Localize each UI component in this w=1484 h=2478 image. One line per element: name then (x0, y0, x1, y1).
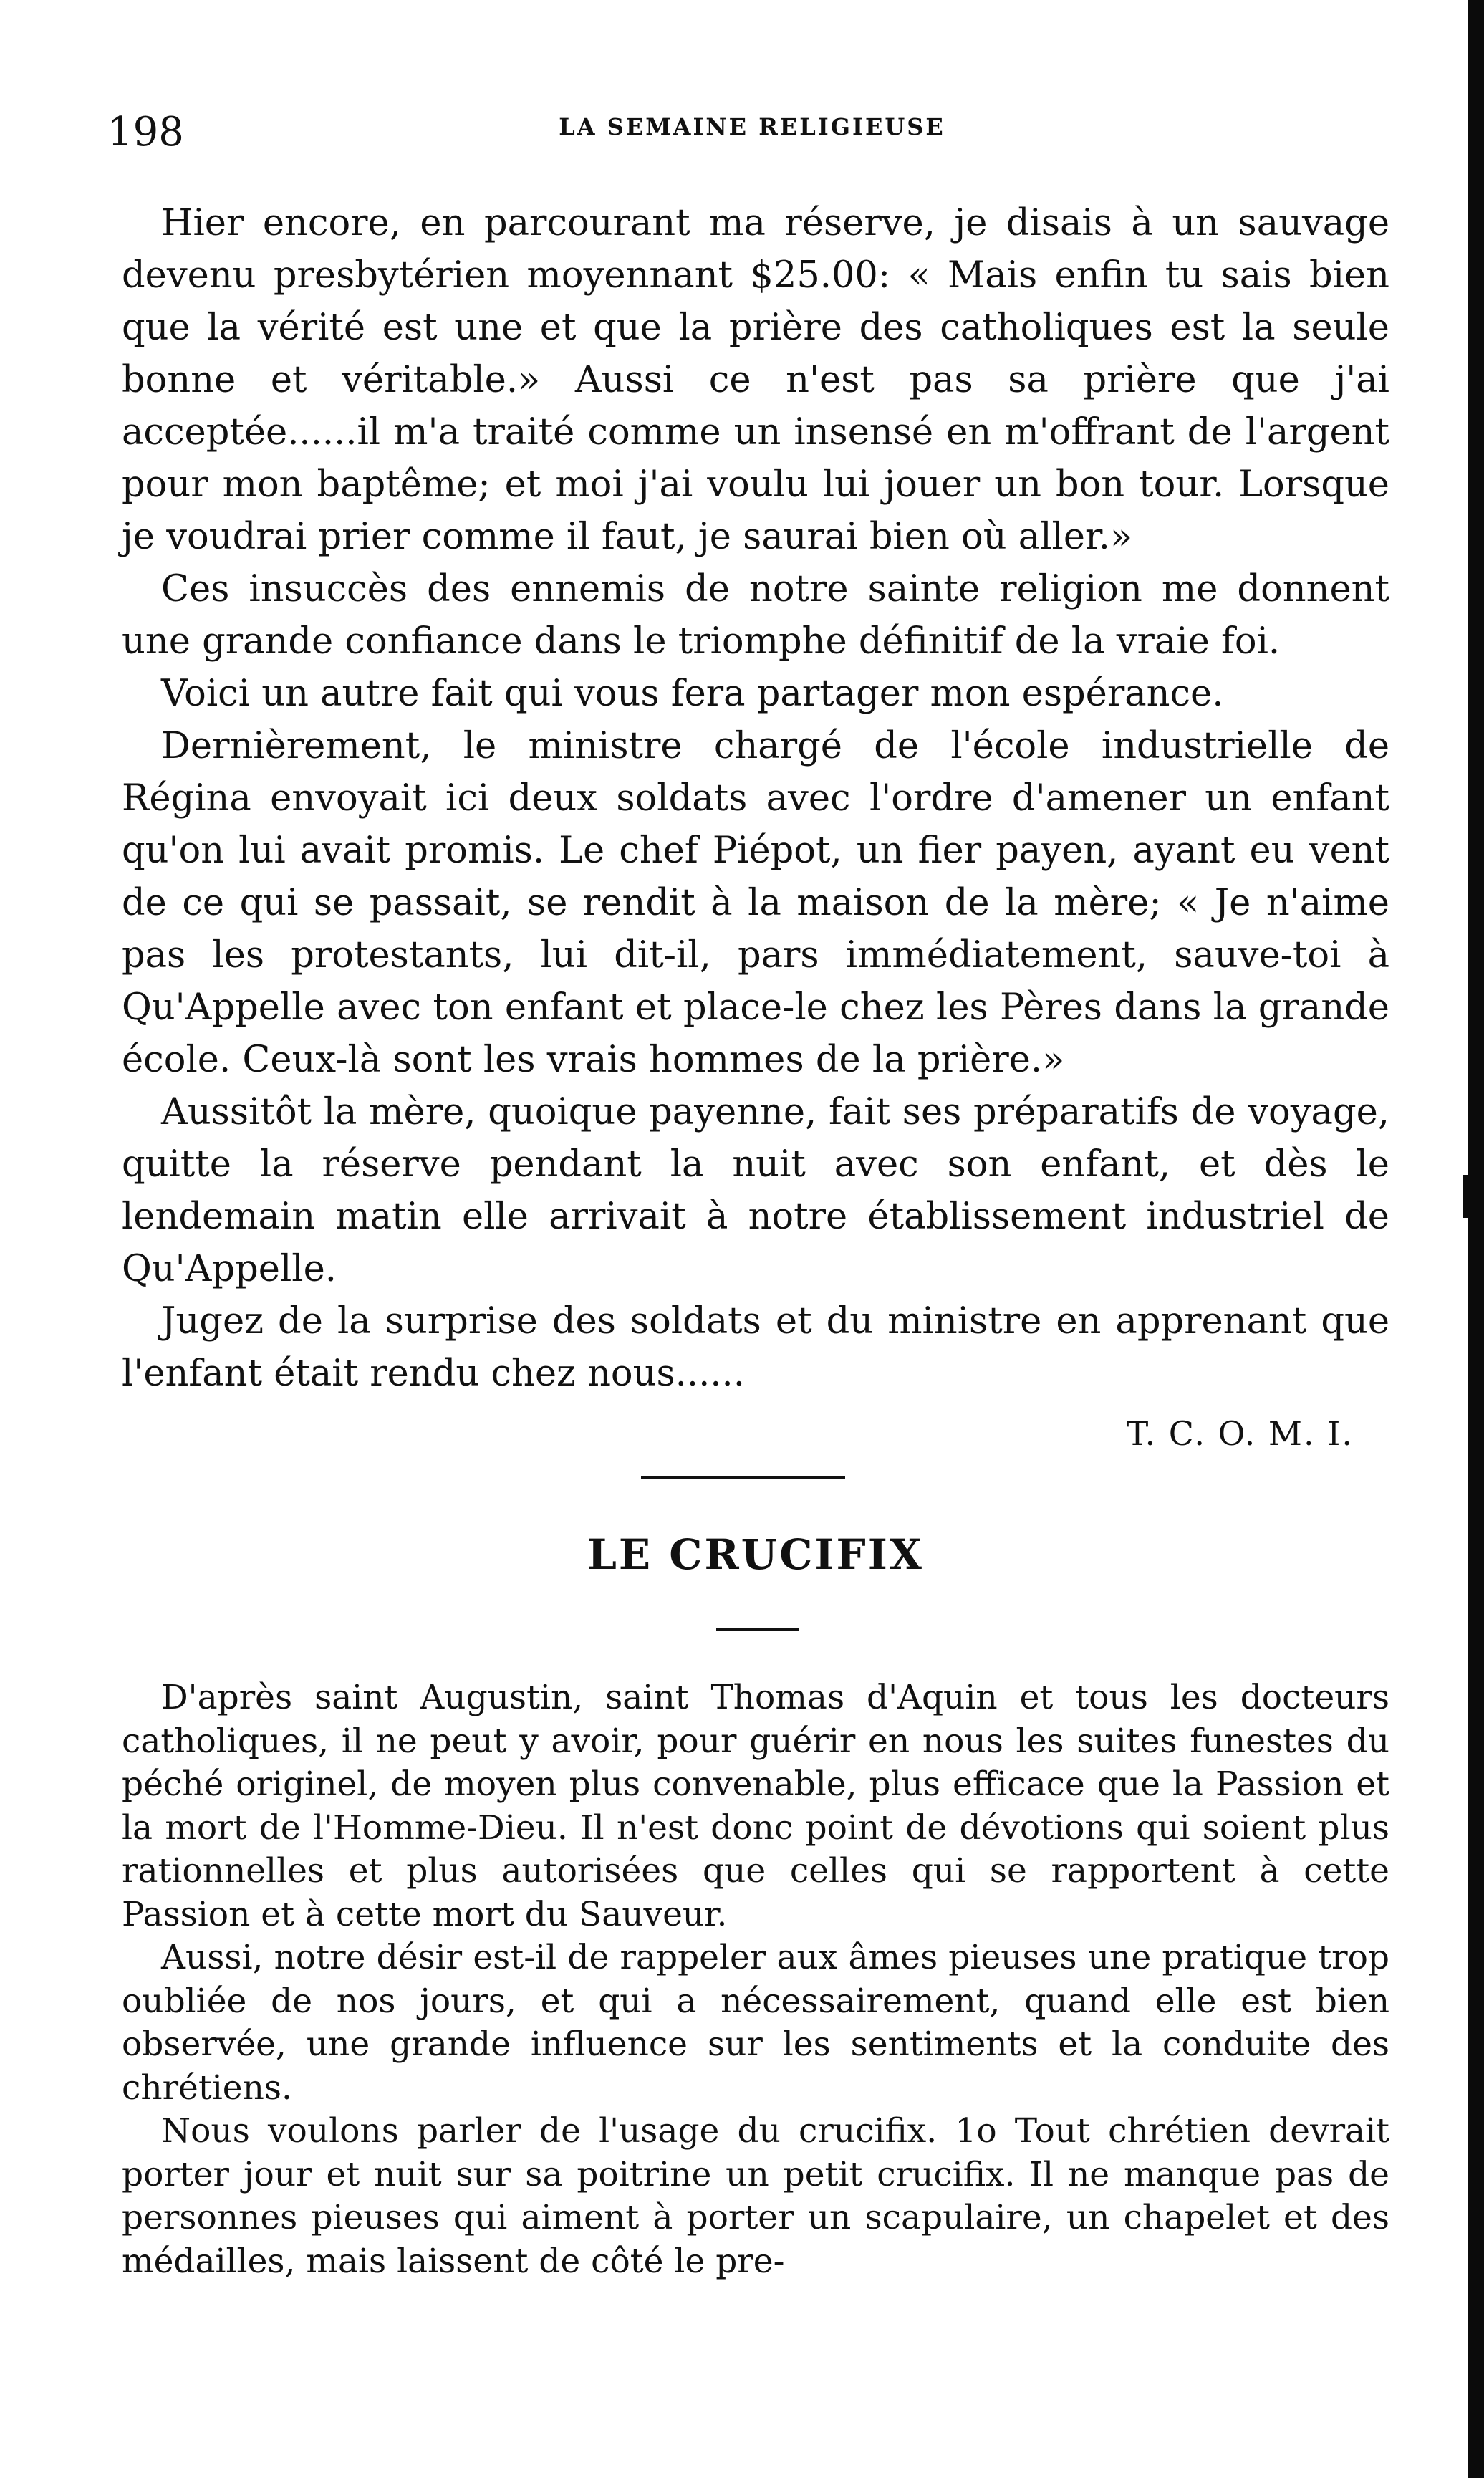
page-binding-edge (1468, 0, 1484, 2478)
paragraph: D'après saint Augustin, saint Thomas d'Aquin et tous les docteurs catholiques, il ne peut y avoir, pour guérir en nous les suites funestes du péché originel, de moyen plus convenable, plus efficace que la Passion et la mort de l'Homme-Dieu. Il n'est donc point de dévotions qui soient plus rationnelles et plus autorisées que celles qui se rapportent à cette Passion et à cette mort du Sauveur. (122, 1678, 1389, 1934)
section-divider-bottom (716, 1628, 799, 1631)
paragraph: Aussi, notre désir est-il de rappeler aux âmes pieuses une pratique trop oubliée de nos jours, et qui a nécessairement, quand elle est bien observée, une grande influence sur les sentiments et la conduite des chrétiens. (122, 1938, 1389, 2108)
section-divider-top (641, 1476, 845, 1479)
paragraph: Ces insuccès des ennemis de notre sainte religion me donnent une grande confiance dans le triomphe définitif de la vraie foi. (122, 568, 1389, 663)
letter-section (122, 197, 1389, 1459)
running-head: LA SEMAINE RELIGIEUSE (559, 113, 945, 140)
paragraph: Jugez de la surprise des soldats et du ministre en apprenant que l'enfant était rendu chez nous...... (122, 1300, 1389, 1395)
section-title: LE CRUCIFIX (587, 1530, 924, 1579)
paragraph: Hier encore, en parcourant ma réserve, je disais à un sauvage devenu presbytérien moyennant $25.00: « Mais enfin tu sais bien que la vérité est une et que la prière des catholiques est la seule bonne et véritable.» Aussi ce n'est pas sa prière que j'ai acceptée......il m'a traité comme un insensé en m'offrant de l'argent pour mon baptême; et moi j'ai voulu lui jouer un bon tour. Lorsque je voudrai prier comme il faut, je saurai bien où aller.» (122, 202, 1389, 558)
paragraph: Aussitôt la mère, quoique payenne, fait ses préparatifs de voyage, quitte la réserve pendant la nuit avec son enfant, et dès le lendemain matin elle arrivait à notre établissement industriel de Qu'Appelle. (122, 1091, 1389, 1290)
page-number: 198 (107, 109, 184, 155)
paragraph: Nous voulons parler de l'usage du crucifix. 1o Tout chrétien devrait porter jour et nuit sur sa poitrine un petit crucifix. Il ne manque pas de personnes pieuses qui aiment à porter un scapulaire, un chapelet et des médailles, mais laissent de côté le pre- (122, 2111, 1389, 2281)
page-header (107, 107, 1397, 165)
signature: T. C. O. M. I. (1126, 1414, 1354, 1453)
paragraph: Dernièrement, le ministre chargé de l'école industrielle de Régina envoyait ici deux soldats avec l'ordre d'amener un enfant qu'on lui avait promis. Le chef Piépot, un fier payen, ayant eu vent de ce qui se passait, se rendit à la maison de la mère; « Je n'aime pas les protestants, lui dit-il, pars immédiatement, sauve-toi à Qu'Appelle avec ton enfant et place-le chez les Pères dans la grande école. Ceux-là sont les vrais hommes de la prière.» (122, 725, 1389, 1081)
crucifix-section (122, 1676, 1389, 2283)
paragraph: Voici un autre fait qui vous fera partager mon espérance. (161, 673, 1224, 715)
page-edge-mark (1463, 1175, 1468, 1218)
